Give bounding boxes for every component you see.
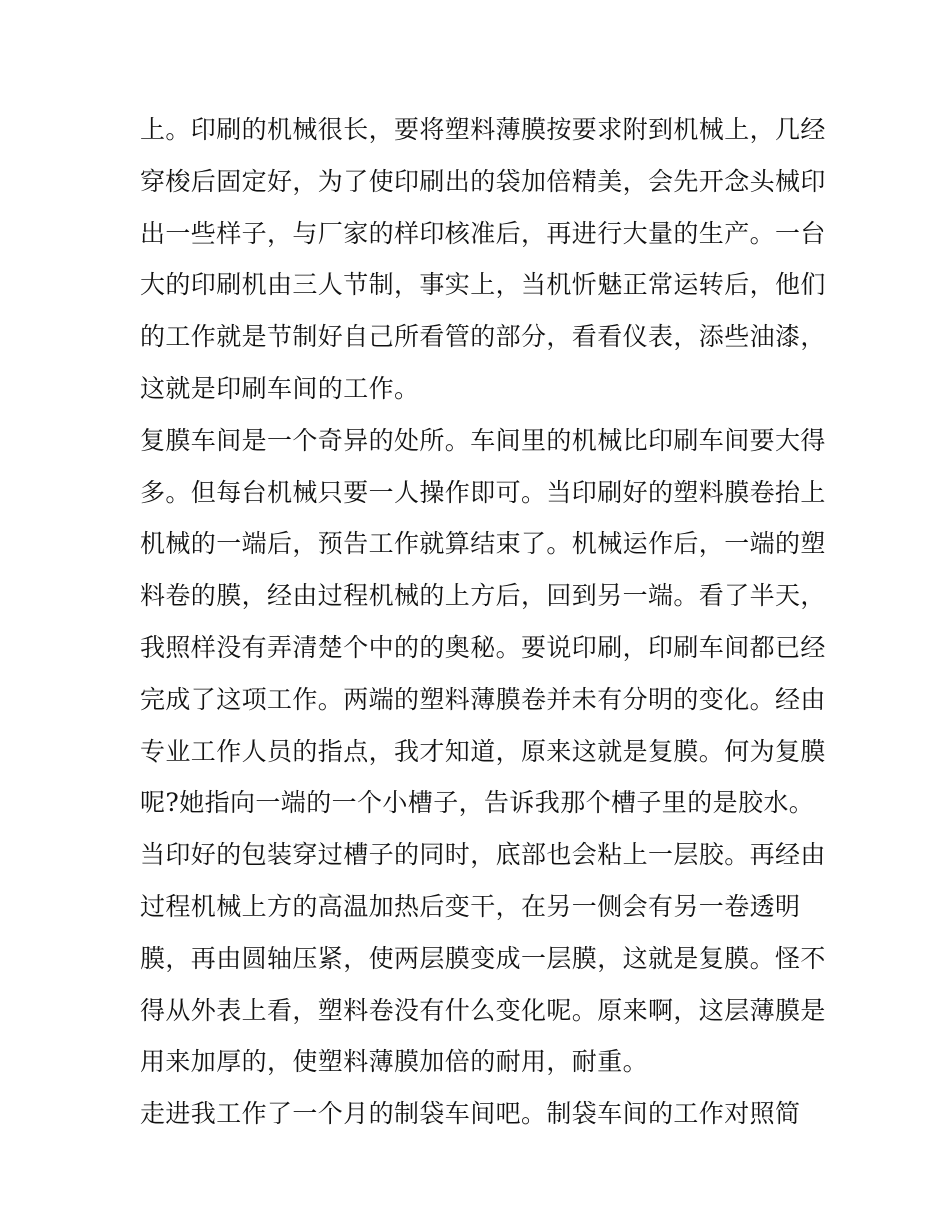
text-line: 走进我工作了一个月的制袋车间吧。制袋车间的工作对照简 (140, 1099, 801, 1129)
text-line: 完成了这项工作。两端的塑料薄膜卷并未有分明的变化。经由 (140, 684, 826, 714)
text-line: 的工作就是节制好自己所看管的部分，看看仪表，添些油漆， (140, 322, 826, 352)
text-line: 大的印刷机由三人节制，事实上，当机忻魅正常运转后，他们 (140, 270, 826, 300)
text-line: 上。印刷的机械很长，要将塑料薄膜按要求附到机械上，几经 (140, 115, 826, 144)
text-line: 出一些样子，与厂家的样印核准后，再进行大量的生产。一台 (140, 218, 826, 248)
text-line: 呢?她指向一端的一个小槽子，告诉我那个槽子里的是胶水。 (140, 788, 815, 818)
paragraph-printing-workshop (140, 104, 826, 415)
paragraph-laminating-workshop (140, 415, 826, 1088)
text-line: 膜，再由圆轴压紧，使两层膜变成一层膜，这就是复膜。怪不 (140, 943, 826, 973)
text-line: 穿梭后固定好，为了使印刷出的袋加倍精美，会先开念头械印 (140, 166, 826, 196)
text-line: 复膜车间是一个奇异的处所。车间里的机械比印刷车间要大得 (140, 425, 826, 455)
paragraph-bag-making-workshop (140, 1088, 820, 1140)
document-body (140, 104, 826, 1140)
text-line: 当印好的包装穿过槽子的同时，底部也会粘上一层胶。再经由 (140, 840, 826, 870)
text-line: 我照样没有弄清楚个中的的奥秘。要说印刷，印刷车间都已经 (140, 632, 826, 662)
text-line: 这就是印刷车间的工作。 (140, 373, 420, 403)
text-line: 用来加厚的，使塑料薄膜加倍的耐用，耐重。 (140, 1047, 649, 1077)
text-line: 多。但每台机械只要一人操作即可。当印刷好的塑料膜卷抬上 (140, 477, 826, 507)
text-line: 料卷的膜，经由过程机械的上方后，回到另一端。看了半天， (140, 581, 826, 611)
text-line: 专业工作人员的指点，我才知道，原来这就是复膜。何为复膜 (140, 736, 826, 766)
text-line: 机械的一端后，预告工作就算结束了。机械运作后，一端的塑 (140, 529, 826, 559)
text-line: 得从外表上看，塑料卷没有什么变化呢。原来啊，这层薄膜是 (140, 995, 826, 1025)
text-line: 过程机械上方的高温加热后变干，在另一侧会有另一卷透明 (140, 891, 801, 921)
